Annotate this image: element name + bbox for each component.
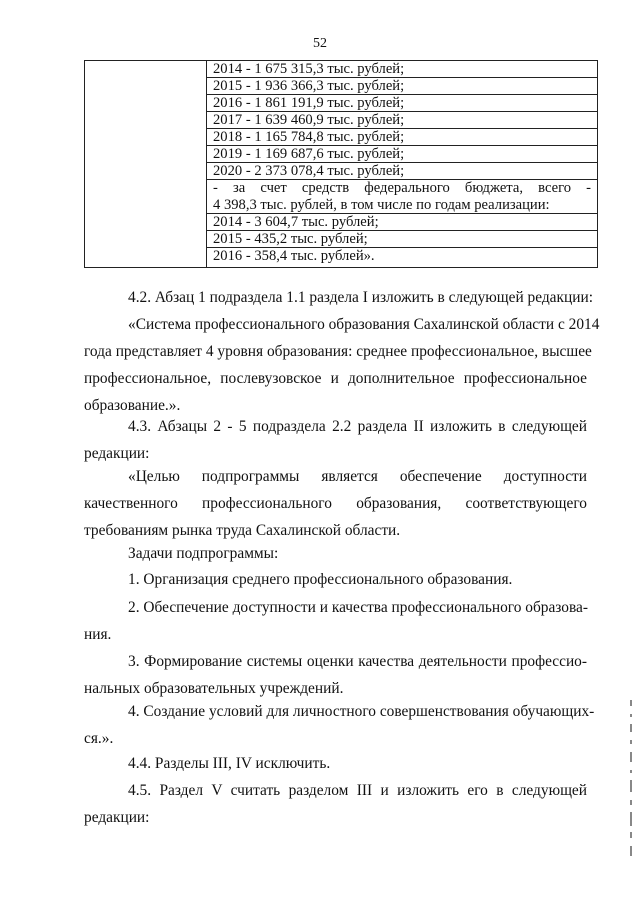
page-number: 52	[313, 36, 327, 51]
paragraph-4-3	[84, 413, 587, 467]
task-2	[84, 594, 587, 648]
paragraph-line: ния.	[84, 626, 112, 643]
task-3	[84, 648, 587, 702]
table-line: - за счет средств федерального бюджета, всего -	[213, 180, 591, 196]
scan-margin-marks	[630, 700, 634, 860]
paragraph-line: 4.2. Абзац 1 подраздела 1.1 раздела I изложить в следующей редакции:	[128, 289, 593, 306]
table-line: 2014 - 3 604,7 тыс. рублей;	[207, 214, 597, 231]
paragraph-line: 4.3. Абзацы 2 - 5 подраздела 2.2 раздела II изложить в следующей	[128, 418, 587, 435]
task-1	[84, 566, 587, 593]
paragraph-line: 1. Организация среднего профессионального образования.	[128, 571, 513, 588]
paragraph-line: 4.5. Раздел V считать разделом III и изложить его в следующей	[128, 782, 587, 799]
table-line: 2018 - 1 165 784,8 тыс. рублей;	[207, 129, 597, 146]
paragraph-line: года представляет 4 уровня образования: среднее профессиональное, высшее	[84, 343, 592, 360]
tasks-heading	[84, 540, 587, 567]
table-content-cell	[207, 61, 597, 267]
paragraph-4-3-text	[84, 463, 587, 544]
table-line: 2016 - 1 861 191,9 тыс. рублей;	[207, 95, 597, 112]
budget-table	[84, 60, 598, 268]
paragraph-line: редакции:	[84, 809, 150, 826]
paragraph-line: 4.4. Разделы III, IV исключить.	[128, 755, 331, 772]
paragraph-4-2	[84, 284, 593, 311]
paragraph-line: Задачи подпрограммы:	[128, 545, 279, 562]
paragraph-line: требованиям рынка труда Сахалинской области.	[84, 522, 401, 539]
paragraph-line: 2. Обеспечение доступности и качества профессионального образова-	[128, 599, 589, 616]
paragraph-line: профессиональное, послевузовское и дополнительное профессиональное	[84, 370, 587, 387]
paragraph-line: ся.».	[84, 730, 114, 747]
paragraph-line: 4. Создание условий для личностного совершенствования обучающих-	[128, 703, 595, 720]
task-4	[84, 698, 595, 752]
paragraph-line: «Целью подпрограммы является обеспечение доступности	[128, 468, 587, 485]
table-line: 2014 - 1 675 315,3 тыс. рублей;	[207, 61, 597, 78]
table-line: 2019 - 1 169 687,6 тыс. рублей;	[207, 146, 597, 163]
paragraph-4-5	[84, 777, 587, 831]
table-line: 2020 - 2 373 078,4 тыс. рублей;	[207, 163, 597, 180]
paragraph-line: качественного профессионального образования, соответствующего	[84, 495, 587, 512]
paragraph-4-2-text	[84, 311, 600, 419]
table-empty-cell	[85, 61, 207, 267]
table-line: 4 398,3 тыс. рублей, в том числе по годам реализации:	[207, 197, 597, 214]
paragraph-line: образование.».	[84, 397, 181, 414]
table-line: 2015 - 435,2 тыс. рублей;	[207, 231, 597, 248]
paragraph-line: «Система профессионального образования Сахалинской области с 2014	[128, 316, 600, 333]
table-line: 2016 - 358,4 тыс. рублей».	[213, 248, 375, 264]
paragraph-line: 3. Формирование системы оценки качества деятельности профессио-	[128, 653, 587, 670]
paragraph-line: нальных образовательных учреждений.	[84, 680, 344, 697]
paragraph-line: редакции:	[84, 445, 150, 462]
paragraph-4-4	[84, 750, 587, 777]
table-line: 2015 - 1 936 366,3 тыс. рублей;	[207, 78, 597, 95]
table-line: 2017 - 1 639 460,9 тыс. рублей;	[207, 112, 597, 129]
